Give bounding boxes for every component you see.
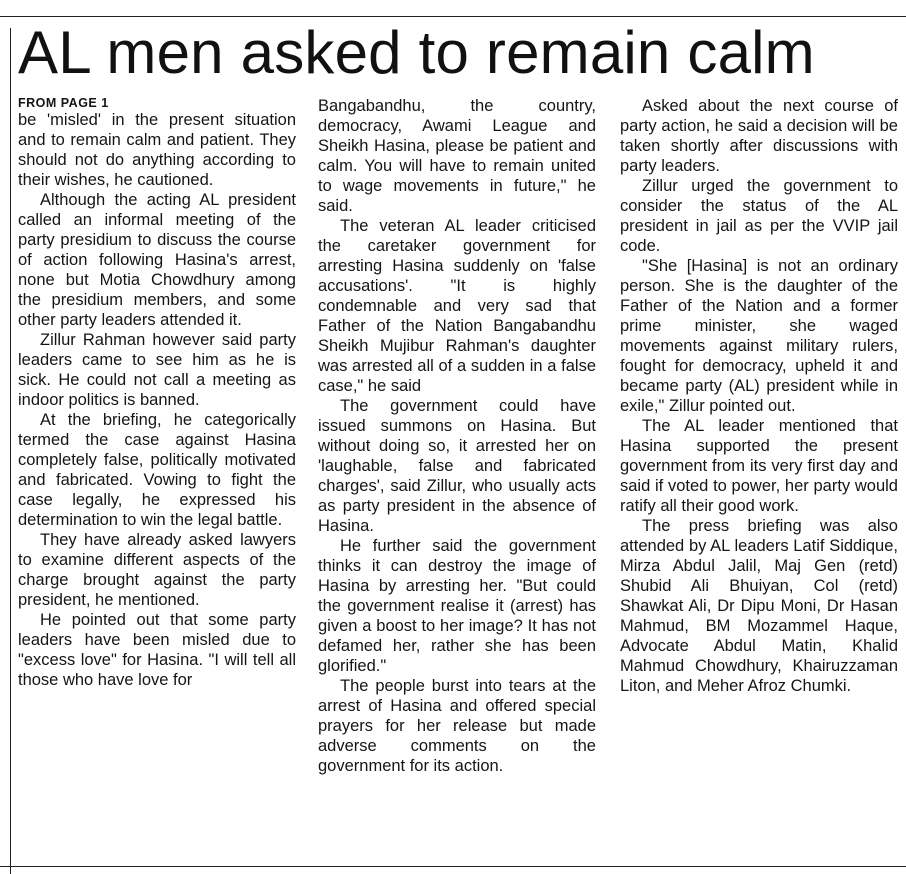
article-column-3 bbox=[620, 96, 898, 696]
paragraph: At the briefing, he categorically termed the case against Hasina completely false, politically motivated and fabricated. Vowing to fight the case legally, he expressed his determination to win the legal battle. bbox=[18, 411, 296, 529]
paragraph: He further said the government thinks it can destroy the image of Hasina by arresting her. "But could the government realise it (arrest) has given a boost to her image? It has not defamed her, rather she has been glorified." bbox=[318, 537, 596, 675]
paragraph: Asked about the next course of party action, he said a decision will be taken shortly after discussions with party leaders. bbox=[620, 97, 898, 175]
paragraph: The AL leader mentioned that Hasina supported the present government from its very first day and said if voted to power, her party would ratify all their good work. bbox=[620, 417, 898, 515]
top-rule bbox=[0, 16, 906, 17]
paragraph: The veteran AL leader criticised the caretaker government for arresting Hasina suddenly on 'false accusations'. "It is highly condemnable and very sad that Father of the Nation Bangabandhu Sheikh Mujibur Rahman's daughter was arrested all of a sudden in a false case," he said bbox=[318, 217, 596, 395]
paragraph: Although the acting AL president called an informal meeting of the party presidium to discuss the course of action following Hasina's arrest, none but Motia Chowdhury among the presidium members, and some other party leaders attended it. bbox=[18, 191, 296, 329]
paragraph: Zillur Rahman however said party leaders came to see him as he is sick. He could not call a meeting as indoor politics is banned. bbox=[18, 331, 296, 409]
paragraph: be 'misled' in the present situation and to remain calm and patient. They should not do anything according to their wishes, he cautioned. bbox=[18, 111, 296, 189]
article-column-1 bbox=[18, 96, 296, 690]
headline: AL men asked to remain calm bbox=[18, 19, 815, 86]
left-column-rule bbox=[10, 28, 11, 874]
paragraph: The press briefing was also attended by AL leaders Latif Siddique, Mirza Abdul Jalil, Maj Gen (retd) Shubid Ali Bhuiyan, Col (retd) Shawkat Ali, Dr Dipu Moni, Dr Hasan Mahmud, BM Mozammel Haque, Advocate Abdul Matin, Khalid Mahmud Chowdhury, Khairuzzaman Liton, and Meher Afroz Chumki. bbox=[620, 517, 898, 695]
paragraph: "She [Hasina] is not an ordinary person. She is the daughter of the Father of the Nation and a former prime minister, she waged movements against military rulers, fought for democracy, upheld it and became party (AL) president while in exile," Zillur pointed out. bbox=[620, 257, 898, 415]
paragraph: Zillur urged the government to consider the status of the AL president in jail as per the VVIP jail code. bbox=[620, 177, 898, 255]
article-column-2 bbox=[318, 96, 596, 776]
paragraph: Bangabandhu, the country, democracy, Awami League and Sheikh Hasina, please be patient and calm. You will have to remain united to wage movements in future," he said. bbox=[318, 97, 596, 215]
paragraph: The government could have issued summons on Hasina. But without doing so, it arrested her on 'laughable, false and fabricated charges', said Zillur, who usually acts as party president in the absence of Hasina. bbox=[318, 397, 596, 535]
paragraph: He pointed out that some party leaders have been misled due to "excess love" for Hasina. "I will tell all those who have love for bbox=[18, 611, 296, 689]
paragraph: The people burst into tears at the arrest of Hasina and offered special prayers for her release but made adverse comments on the government for its action. bbox=[318, 677, 596, 775]
continuation-kicker: FROM PAGE 1 bbox=[18, 96, 109, 110]
paragraph: They have already asked lawyers to examine different aspects of the charge brought against the party president, he mentioned. bbox=[18, 531, 296, 609]
bottom-rule bbox=[0, 866, 906, 867]
